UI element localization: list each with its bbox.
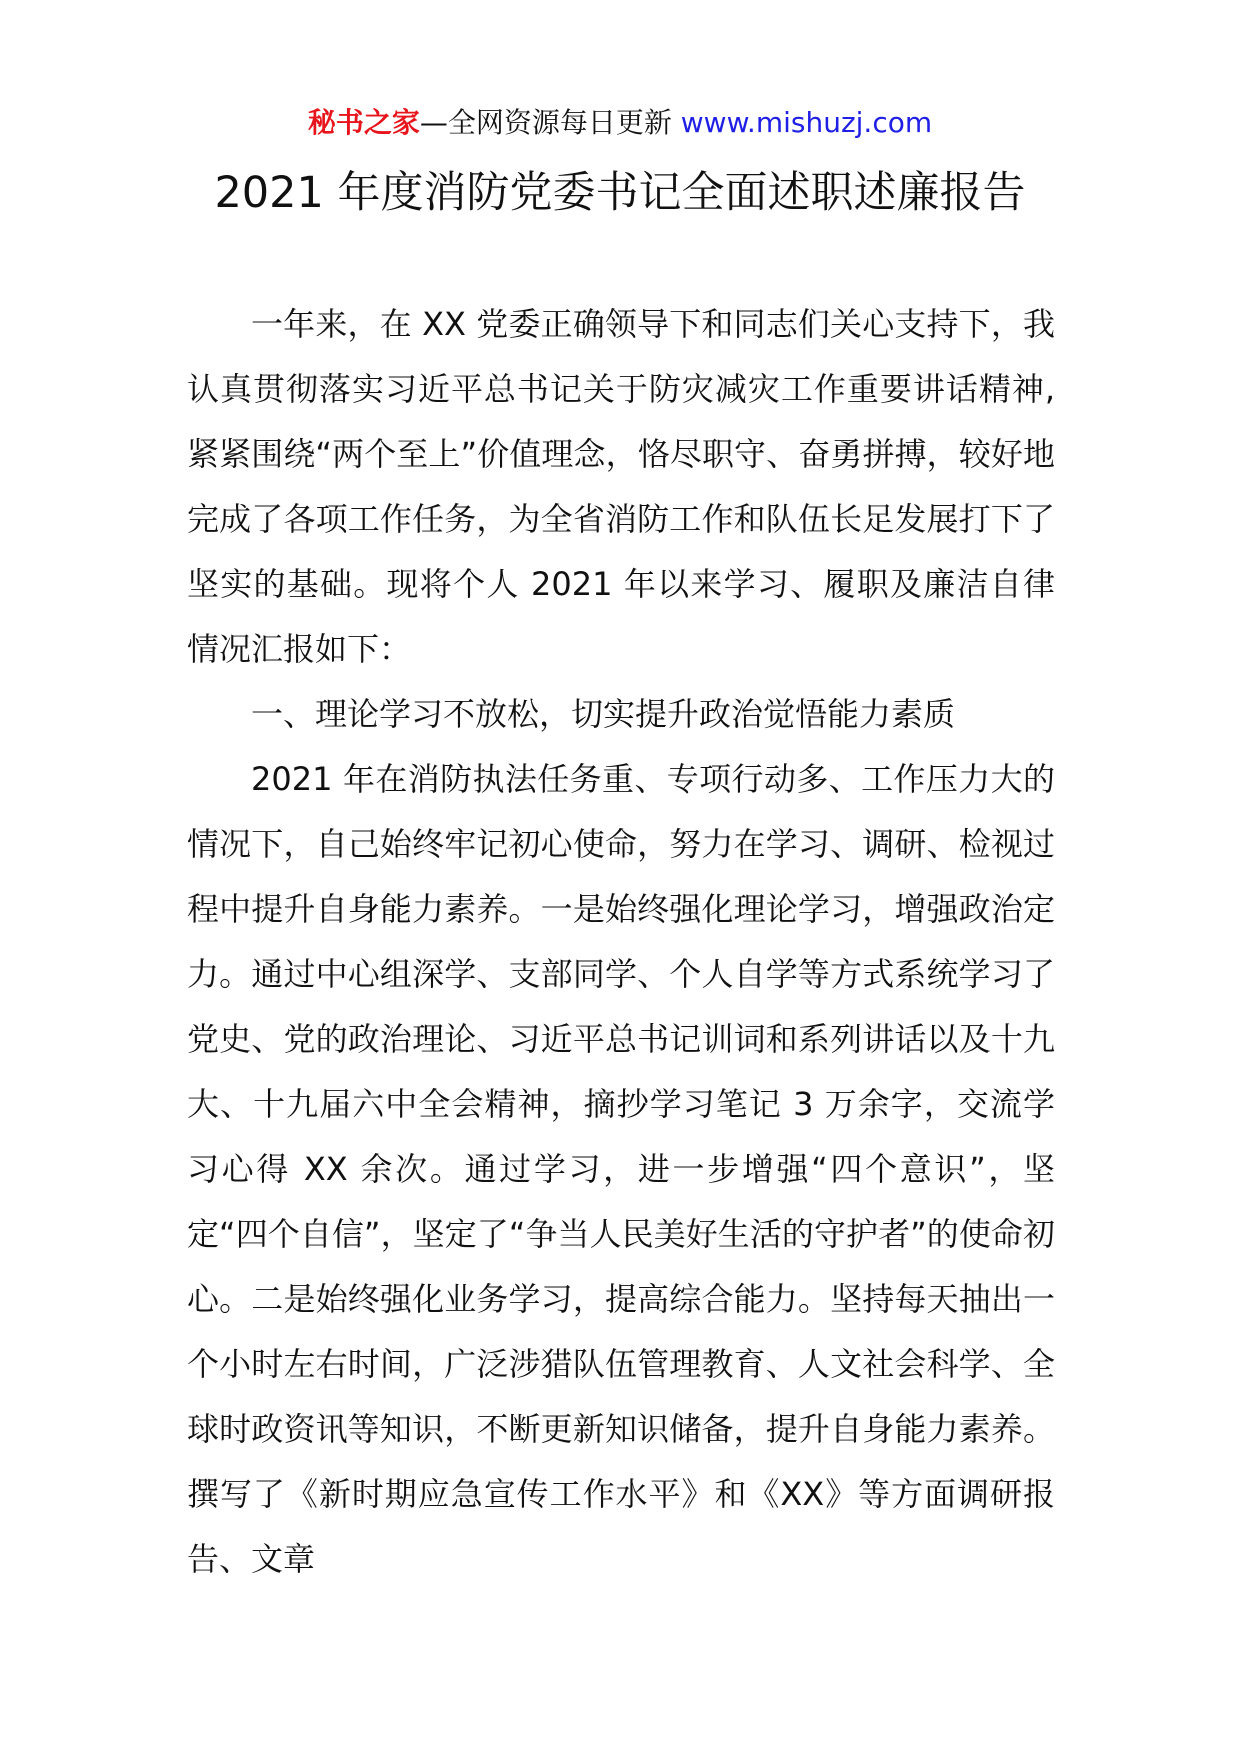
- intro-paragraph: 一年来，在 XX 党委正确领导下和同志们关心支持下，我认真贯彻落实习近平总书记关于防灾减灾工作重要讲话精神,紧紧围绕“两个至上”价值理念，恪尽职守、奋勇拼搏，较好地完成了各项工作任务，为全省消防工作和队伍长足发展打下了坚实的基础。现将个人 2021 年以来学习、履职及廉洁自律情况汇报如下：: [187, 305, 1055, 668]
- site-url-link[interactable]: www.mishuzj.com: [680, 106, 933, 139]
- header-tagline: —全网资源每日更新: [419, 106, 681, 139]
- site-header: [0, 103, 1240, 143]
- section-heading: 一、理论学习不放松，切实提升政治觉悟能力素质: [251, 695, 956, 733]
- document-title: 2021 年度消防党委书记全面述职述廉报告: [214, 168, 1026, 218]
- brand-name: 秘书之家: [307, 106, 420, 139]
- body-paragraph: 2021 年在消防执法任务重、专项行动多、工作压力大的情况下，自己始终牢记初心使命，努力在学习、调研、检视过程中提升自身能力素养。一是始终强化理论学习，增强政治定力。通过中心组深学、支部同学、个人自学等方式系统学习了党史、党的政治理论、习近平总书记训词和系列讲话以及十九大、十九届六中全会精神，摘抄学习笔记 3 万余字，交流学习心得 XX 余次。通过学习，进一步增强“四个意识”，坚定“四个自信”，坚定了“争当人民美好生活的守护者”的使命初心。二是始终强化业务学习，提高综合能力。坚持每天抽出一个小时左右时间，广泛涉猎队伍管理教育、人文社会科学、全球时政资讯等知识，不断更新知识储备，提升自身能力素养。撰写了《新时期应急宣传工作水平》和《XX》等方面调研报告、文章: [187, 760, 1055, 1578]
- document-body: [187, 292, 1055, 1592]
